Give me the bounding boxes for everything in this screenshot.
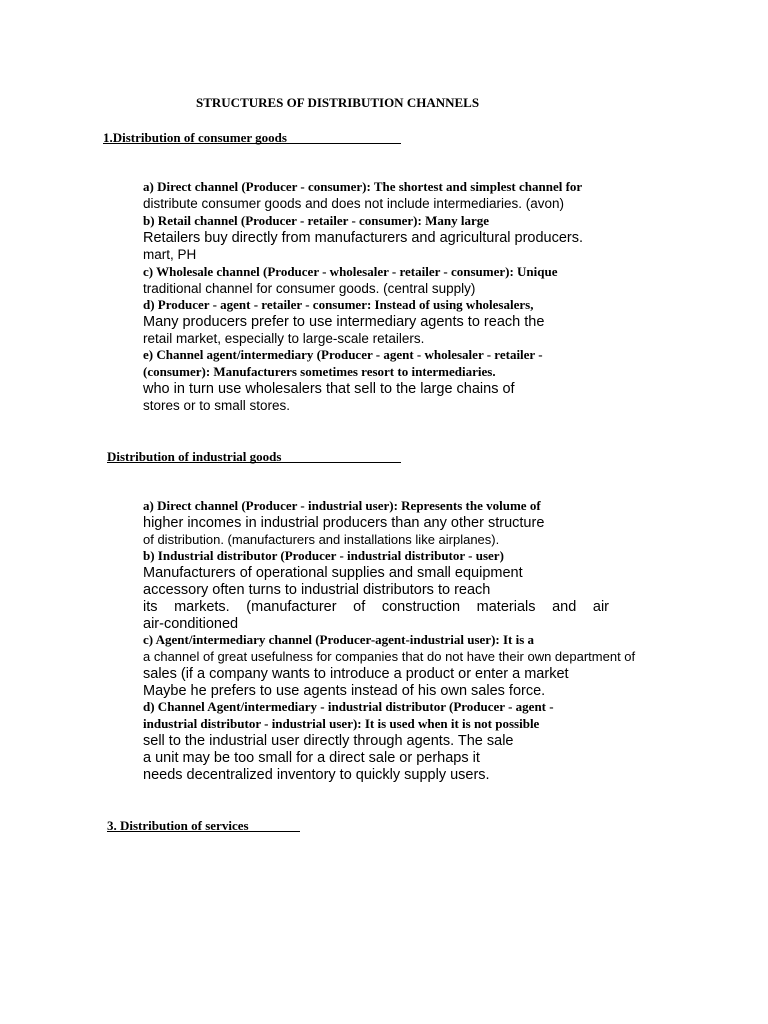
industrial-line-1: a) Direct channel (Producer - industrial user): Represents the volume of: [143, 498, 541, 513]
consumer-line-11: e) Channel agent/intermediary (Producer - agent - wholesaler - retailer -: [143, 347, 543, 362]
section-heading-text: 3. Distribution of services: [107, 819, 300, 832]
industrial-line-13: d) Channel Agent/intermediary - industrial distributor (Producer - agent -: [143, 699, 554, 714]
industrial-line-5: Manufacturers of operational supplies and small equipment: [143, 565, 523, 581]
consumer-line-10: retail market, especially to large-scale retailers.: [143, 331, 425, 346]
industrial-line-9: c) Agent/intermediary channel (Producer-agent-industrial user): It is a: [143, 632, 535, 647]
consumer-line-7: traditional channel for consumer goods. (central supply): [143, 281, 476, 296]
section-heading-text: Distribution of industrial goods: [107, 450, 401, 463]
industrial-line-12: Maybe he prefers to use agents instead of his own sales force.: [143, 683, 546, 699]
consumer-line-14: stores or to small stores.: [143, 398, 291, 413]
consumer-line-3: b) Retail channel (Producer - retailer - consumer): Many large: [143, 213, 489, 228]
industrial-line-15: sell to the industrial user directly through agents. The sale: [143, 733, 514, 749]
consumer-line-1: a) Direct channel (Producer - consumer): The shortest and simplest channel for: [143, 179, 583, 194]
industrial-line-17: needs decentralized inventory to quickly supply users.: [143, 767, 490, 783]
industrial-line-14: industrial distributor - industrial user): It is used when it is not possible: [143, 716, 540, 731]
consumer-line-5: mart, PH: [143, 247, 197, 262]
consumer-line-9: Many producers prefer to use intermediary agents to reach the: [143, 314, 545, 330]
industrial-line-16: a unit may be too small for a direct sale or perhaps it: [143, 750, 480, 766]
page-title: STRUCTURES OF DISTRIBUTION CHANNELS: [196, 95, 480, 110]
consumer-line-8: d) Producer - agent - retailer - consumer: Instead of using wholesalers,: [143, 297, 534, 312]
industrial-line-7: its markets. (manufacturer of construction materials and air: [143, 599, 609, 615]
consumer-line-6: c) Wholesale channel (Producer - wholesaler - retailer - consumer): Unique: [143, 264, 558, 279]
consumer-line-12: (consumer): Manufacturers sometimes resort to intermediaries.: [143, 364, 496, 379]
consumer-line-2: distribute consumer goods and does not include intermediaries. (avon): [143, 196, 564, 211]
industrial-line-4: b) Industrial distributor (Producer - industrial distributor - user): [143, 548, 504, 563]
industrial-line-2: higher incomes in industrial producers than any other structure: [143, 515, 545, 531]
industrial-line-6: accessory often turns to industrial distributors to reach: [143, 582, 491, 598]
section-heading-services: [107, 819, 300, 832]
consumer-line-13: who in turn use wholesalers that sell to the large chains of: [143, 381, 515, 397]
industrial-line-10: a channel of great usefulness for companies that do not have their own department of: [143, 649, 636, 664]
consumer-line-4: Retailers buy directly from manufacturers and agricultural producers.: [143, 230, 584, 246]
industrial-line-8: air-conditioned: [143, 616, 239, 632]
section-heading-text: 1.Distribution of consumer goods: [103, 131, 401, 144]
section-heading-consumer-goods: [103, 131, 401, 144]
industrial-line-3: of distribution. (manufacturers and installations like airplanes).: [143, 532, 500, 547]
section-heading-industrial-goods: [107, 450, 401, 463]
industrial-line-11: sales (if a company wants to introduce a product or enter a market: [143, 666, 569, 682]
